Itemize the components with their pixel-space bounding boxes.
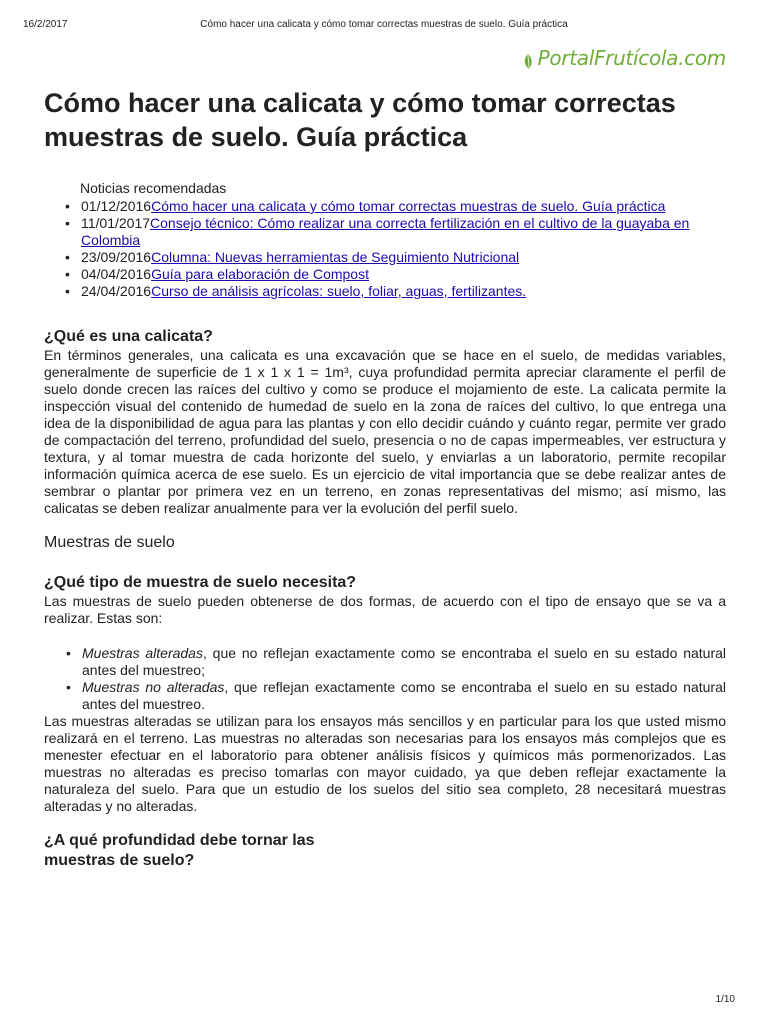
sample-types-list bbox=[44, 645, 726, 713]
news-link[interactable]: Curso de análisis agrícolas: suelo, foliar, aguas, fertilizantes. bbox=[151, 283, 527, 299]
list-item bbox=[80, 283, 726, 300]
list-item bbox=[80, 266, 726, 283]
list-item bbox=[82, 679, 726, 713]
list-item bbox=[80, 198, 726, 215]
news-date: 11/01/2017 bbox=[81, 215, 151, 231]
recommended-news bbox=[44, 180, 726, 300]
news-link[interactable]: Columna: Nuevas herramientas de Seguimiento Nutricional bbox=[151, 249, 520, 265]
page-number: 1/10 bbox=[715, 994, 735, 1005]
section-heading-muestras: Muestras de suelo bbox=[44, 534, 175, 551]
sample-type-term: Muestras no alteradas bbox=[82, 679, 225, 695]
print-header-title: Cómo hacer una calicata y cómo tomar correctas muestras de suelo. Guía práctica bbox=[200, 19, 568, 30]
news-date: 23/09/2016 bbox=[81, 249, 152, 265]
news-link[interactable]: Guía para elaboración de Compost bbox=[151, 266, 369, 282]
article-title: Cómo hacer una calicata y cómo tomar correctas muestras de suelo. Guía práctica bbox=[44, 88, 676, 152]
news-date: 24/04/2016 bbox=[81, 283, 152, 299]
logo-text: PortalFrutícola.com bbox=[537, 46, 726, 70]
leaf-icon bbox=[521, 52, 537, 70]
page-header bbox=[0, 0, 768, 70]
calicata-paragraph: En términos generales, una calicata es una excavación que se hace en el suelo, de medidas variables, generalmente de superficie de 1 x 1 x 1 = 1m³, cuya profundidad permita apreciar claramente el perfil de suelo donde crecen las raíces del cultivo y como se produce el mojamiento de este. La calicata permite la inspección visual del contenido de humedad de suelo en la zona de raíces del cultivo, lo que entrega una idea de la disponibilidad de agua para las plantas y con ello decidir cuándo y cuánto regar, permite ver grado de compactación del terreno, profundidad del suelo, presencia o no de capas impermeables, ver estructura y textura, y al tomar muestra de cada horizonte del suelo, y enviarlas a un laboratorio, permite recopilar información química acerca de ese suelo. Es un ejercicio de vital importancia que se debe realizar antes de sembrar o plantar por primera vez en un terreno, en zonas representativas del mismo; así mismo, las calicatas se deben realizar anualmente para ver la evolución del perfil suelo. bbox=[44, 347, 726, 516]
tipo-intro-paragraph: Las muestras de suelo pueden obtenerse de dos formas, de acuerdo con el tipo de ensayo que se va a realizar. Estas son: bbox=[44, 593, 726, 626]
news-date: 01/12/2016 bbox=[81, 198, 152, 214]
section-heading-profundidad: ¿A qué profundidad debe tornar las muestras de suelo? bbox=[44, 832, 315, 869]
news-link[interactable]: Consejo técnico: Cómo realizar una correcta fertilización en el cultivo de la guayaba en Colombia bbox=[81, 215, 690, 248]
list-item bbox=[82, 645, 726, 679]
sample-type-desc: , que no reflejan exactamente como se encontraba el suelo en su estado natural antes del muestreo; bbox=[82, 645, 726, 678]
news-date: 04/04/2016 bbox=[81, 266, 152, 282]
recommended-list bbox=[80, 198, 726, 300]
muestras-paragraph: Las muestras alteradas se utilizan para los ensayos más sencillos y en particular para los que usted mismo realizará en el terreno. Las muestras no alteradas son necesarias para los ensayos más complejos que es menester efectuar en el laboratorio para obtener análisis físicos y químicos más pormenorizados. Las muestras no alteradas es preciso tomarlas con mayor cuidado, ya que deben reflejar exactamente la naturaleza del suelo. Para que un estudio de los suelos del sitio sea completo, 28 necesitará muestras alteradas y no alteradas. bbox=[44, 713, 726, 814]
print-date: 16/2/2017 bbox=[23, 19, 68, 30]
sample-type-term: Muestras alteradas bbox=[82, 645, 203, 661]
list-item bbox=[80, 249, 726, 266]
article bbox=[44, 86, 726, 871]
news-link[interactable]: Cómo hacer una calicata y cómo tomar correctas muestras de suelo. Guía práctica bbox=[151, 198, 666, 214]
sample-type-desc: , que reflejan exactamente como se encontraba el suelo en su estado natural antes del muestreo. bbox=[82, 679, 726, 712]
section-heading-tipo: ¿Qué tipo de muestra de suelo necesita? bbox=[44, 574, 357, 591]
recommended-heading: Noticias recomendadas bbox=[80, 180, 227, 196]
site-logo[interactable] bbox=[521, 46, 726, 70]
section-heading-calicata: ¿Qué es una calicata? bbox=[44, 328, 213, 345]
list-item bbox=[80, 215, 726, 249]
